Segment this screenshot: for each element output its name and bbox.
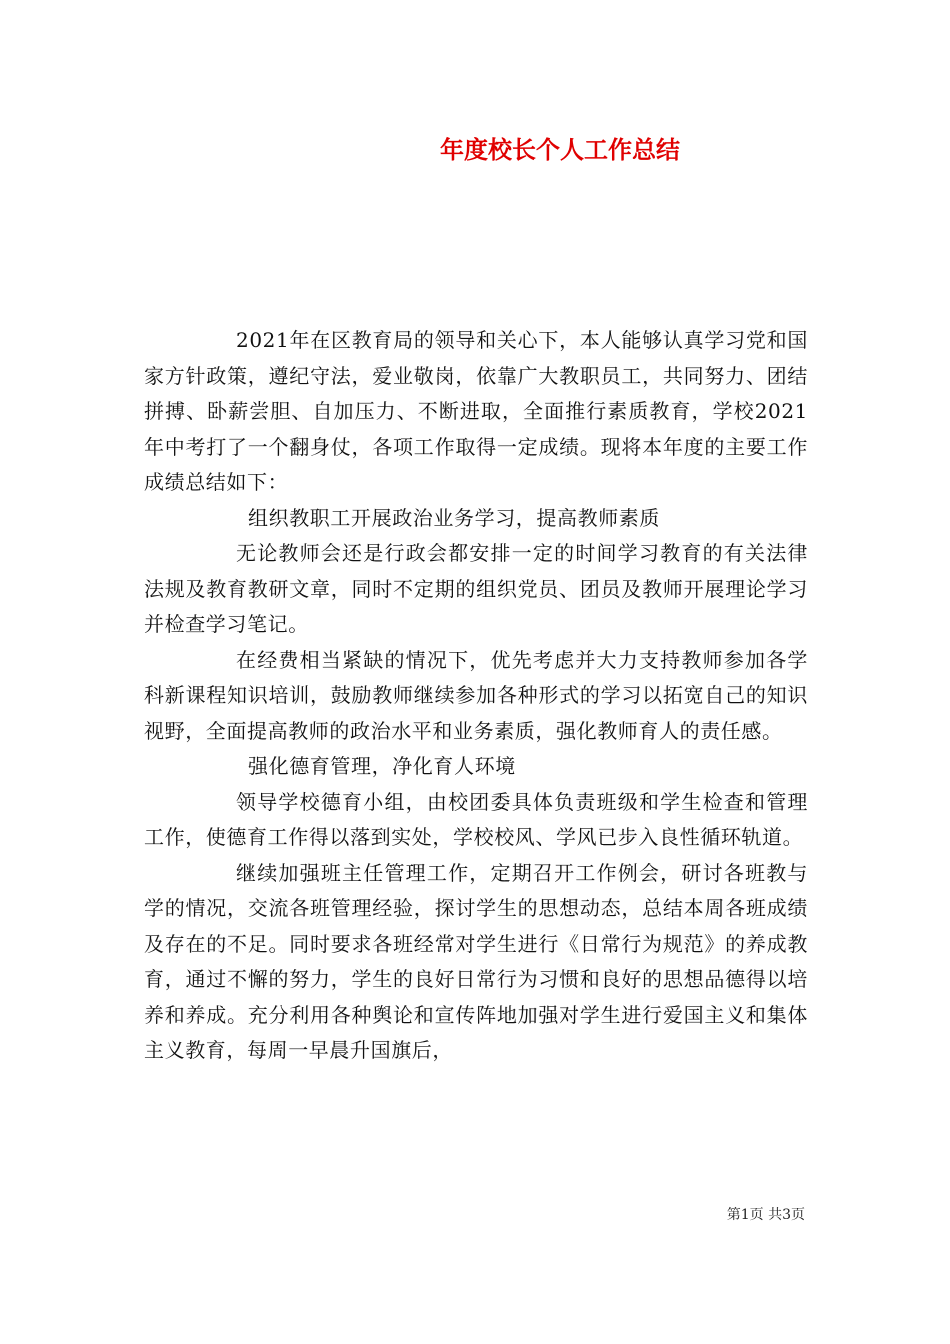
section-heading-study: 组织教职工开展政治业务学习，提高教师素质 <box>248 505 660 530</box>
page-number-footer: 第1页 共3页 <box>726 1207 805 1223</box>
paragraph-study-meetings: 无论教师会还是行政会都安排一定的时间学习教育的有关法律法规及教育教研文章，同时不定期的组织党员、团员及教师开展理论学习并检查学习笔记。 <box>144 541 808 636</box>
paragraph-training: 在经费相当紧缺的情况下，优先考虑并大力支持教师参加各学科新课程知识培训，鼓励教师继续参加各种形式的学习以拓宽自己的知识视野，全面提高教师的政治水平和业务素质，强化教师育人的责任感。 <box>144 647 808 743</box>
paragraph-moral-group: 领导学校德育小组，由校团委具体负责班级和学生检查和管理工作，使德育工作得以落到实处，学校校风、学风已步入良性循环轨道。 <box>144 789 808 849</box>
section-heading-moral: 强化德育管理，净化育人环境 <box>248 754 516 778</box>
document-title: 年度校长个人工作总结 <box>440 136 680 164</box>
paragraph-class-teachers: 继续加强班主任管理工作，定期召开工作例会，研讨各班教与学的情况，交流各班管理经验，探讨学生的思想动态，总结本周各班成绩及存在的不足。同时要求各班经常对学生进行《日常行为规范》的养成教育，通过不懈的努力，学生的良好日常行为习惯和良好的思想品德得以培养和养成。充分利用各种舆论和宣传阵地加强对学生进行爱国主义和集体主义教育，每周一早晨升国旗后， <box>144 860 808 1062</box>
paragraph-intro: 2021年在区教育局的领导和关心下，本人能够认真学习党和国家方针政策，遵纪守法，爱业敬岗，依靠广大教职员工，共同努力、团结拼搏、卧薪尝胆、自加压力、不断进取，全面推行素质教育，学校2021年中考打了一个翻身仗，各项工作取得一定成绩。现将本年度的主要工作成绩总结如下： <box>144 328 808 494</box>
document-body <box>144 323 808 1069</box>
